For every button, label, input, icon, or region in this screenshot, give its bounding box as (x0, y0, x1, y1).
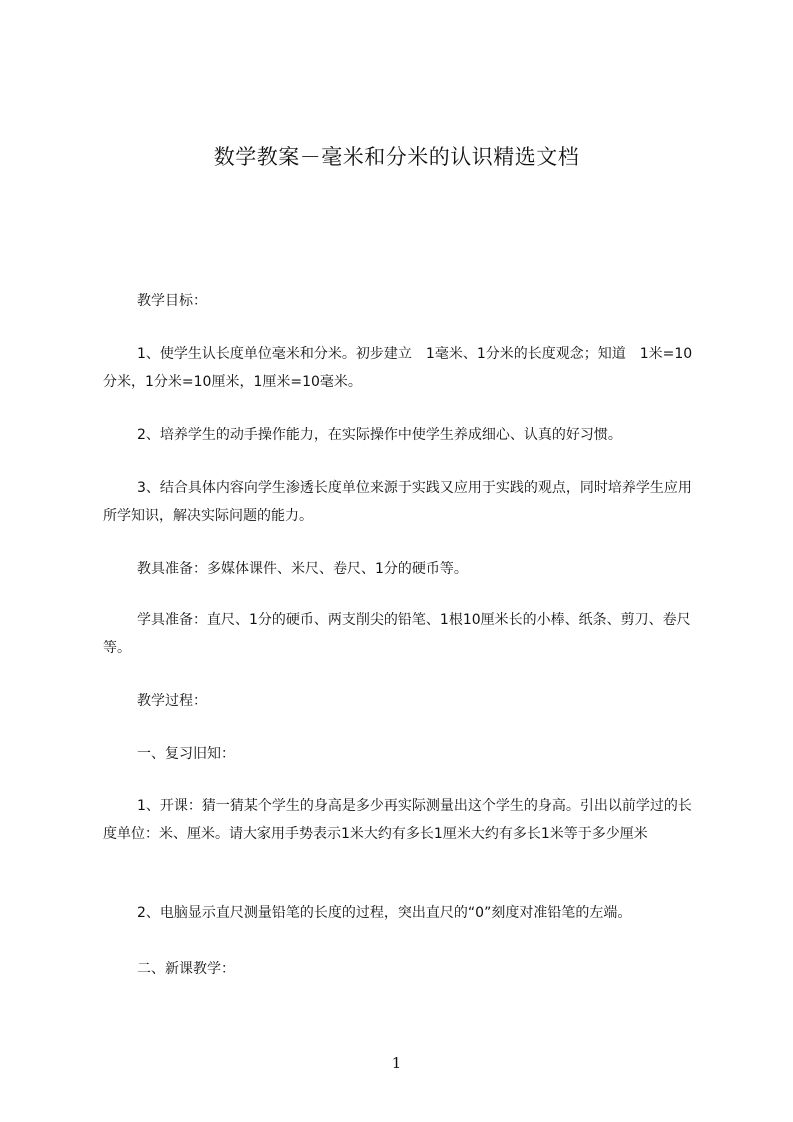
paragraph-teaching-tools: 教具准备：多媒体课件、米尺、卷尺、1分的硬币等。 (137, 561, 468, 577)
document-title: 数学教案－毫米和分米的认识精选文档 (213, 145, 580, 169)
paragraph-review-heading: 一、复习旧知： (137, 746, 235, 762)
paragraph-review-1: 1、开课：猜一猜某个学生的身高是多少再实际测量出这个学生的身高。引出以前学过的长度单位：米、厘米。请大家用手势表示1米大约有多长1厘米大约有多长1米等于多少厘米 (103, 798, 692, 842)
paragraph-teaching-process-heading: 教学过程： (137, 693, 207, 709)
paragraph-teaching-goals-heading: 教学目标： (137, 293, 207, 309)
paragraph-goal-1: 1、使学生认长度单位毫米和分米。初步建立 1毫米、1分米的长度观念；知道 1米=10分米，1分米=10厘米，1厘米=10毫米。 (103, 346, 693, 390)
page-number: 1 (391, 1054, 402, 1072)
paragraph-review-2: 2、电脑显示直尺测量铅笔的长度的过程，突出直尺的“0”刻度对准铅笔的左端。 (137, 905, 632, 921)
paragraph-student-tools: 学具准备：直尺、1分的硬币、两支削尖的铅笔、1根10厘米长的小棒、纸条、剪刀、卷尺等。 (103, 612, 691, 656)
paragraph-goal-3: 3、结合具体内容向学生渗透长度单位来源于实践又应用于实践的观点，同时培养学生应用所学知识，解决实际问题的能力。 (103, 480, 692, 524)
paragraph-goal-2: 2、培养学生的动手操作能力，在实际操作中使学生养成细心、认真的好习惯。 (137, 427, 622, 443)
paragraph-new-lesson-heading: 二、新课教学： (137, 961, 235, 977)
